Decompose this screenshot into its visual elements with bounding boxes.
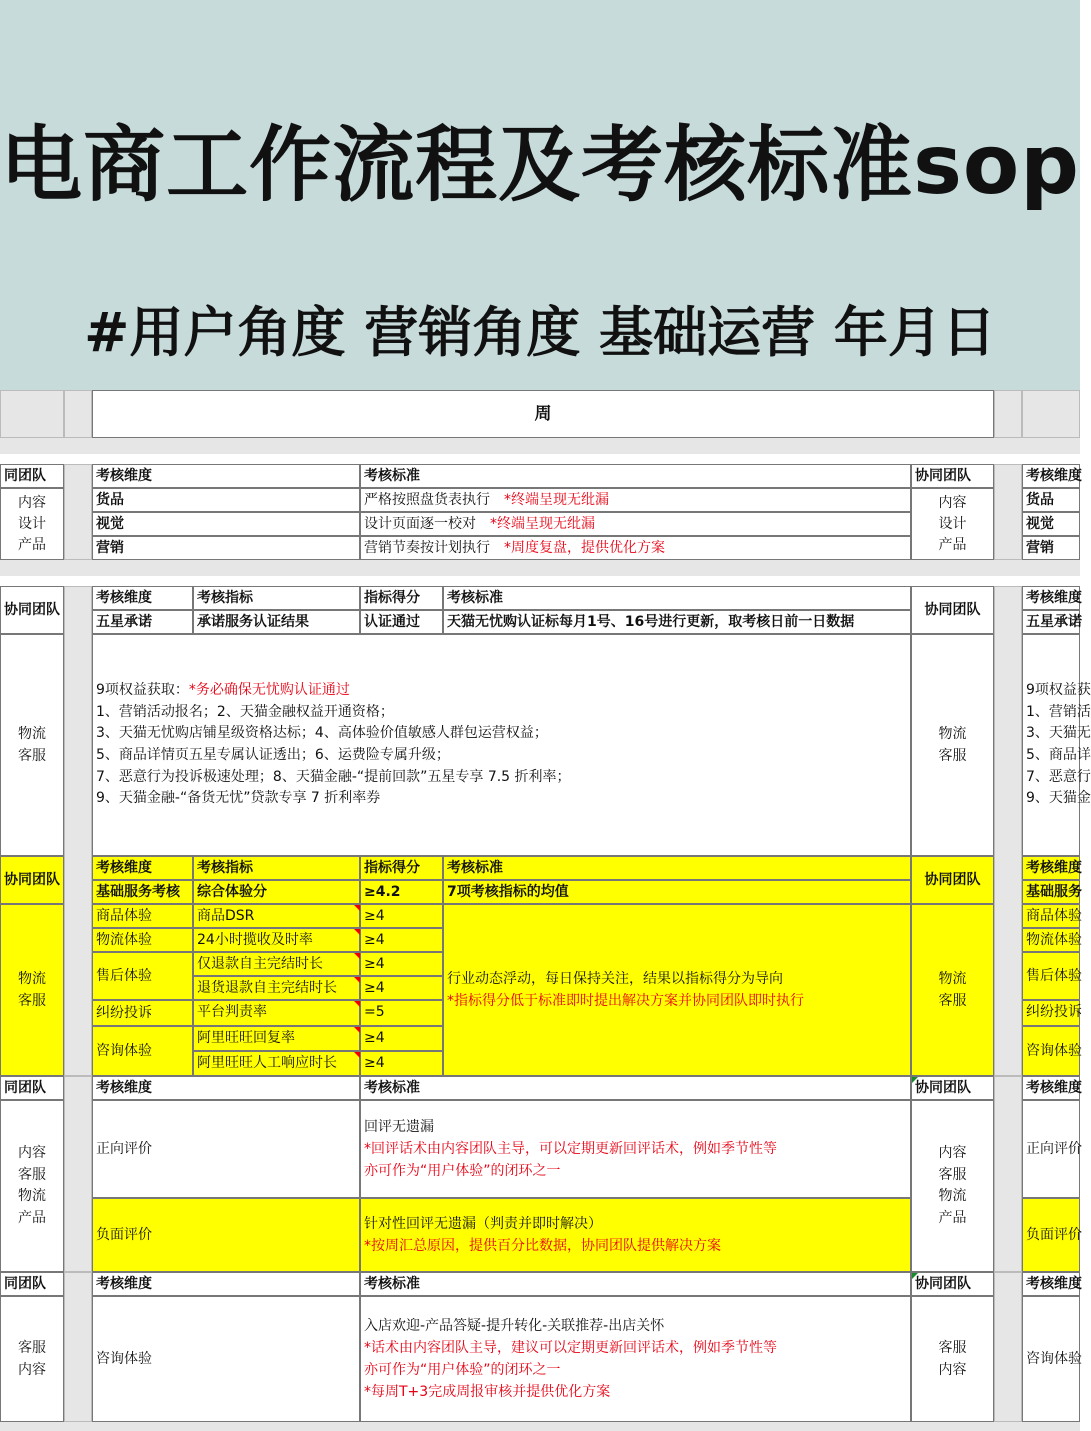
s4-right-clip: 负面评价 — [1022, 1198, 1080, 1272]
s3-dim-cell: 咨询体验 — [92, 1026, 193, 1076]
s3-score-cell: =5 — [360, 1000, 443, 1026]
rights-line: 5、商品详情页五星专属认证透出；6、运费险专属升级； — [96, 747, 450, 763]
rights-title: 9项权益获取： — [96, 681, 189, 698]
rights-note: *务必确保无忧购认证通过 — [188, 681, 350, 698]
s3-ind-cell: 商品DSR — [193, 904, 360, 928]
s2-dim-cell: 五星承诺 — [92, 610, 193, 634]
s2-ind-cell: 承诺服务认证结果 — [193, 610, 360, 634]
s2-team2-header: 协同团队 — [911, 586, 994, 634]
s2-std-cell: 天猫无忧购认证标每月1号、16号进行更新，取考核日前一日数据 — [443, 610, 911, 634]
s3-std-cell — [443, 904, 911, 1076]
s5-std-cell — [360, 1296, 911, 1422]
s1-right-dim-header: 考核维度 — [1022, 464, 1080, 488]
comment-indicator — [354, 1027, 360, 1033]
s4-right-clip: 正向评价 — [1022, 1100, 1080, 1198]
s1-right-dim-cell: 视觉 — [1022, 512, 1080, 536]
team-name: 客服 — [938, 748, 967, 764]
team-name: 物流 — [18, 971, 46, 987]
rights-title-line — [96, 680, 907, 702]
bottom-strip — [0, 1422, 1080, 1431]
s4-team2-header: 协同团队 — [911, 1076, 994, 1100]
team-name: 客服 — [938, 993, 967, 1009]
s2-ind-header: 考核指标 — [193, 586, 360, 610]
gutter-column — [64, 464, 92, 560]
s3-ind-cell: 平台判责率 — [193, 1000, 360, 1026]
s3-ind-cell: 24小时揽收及时率 — [193, 928, 360, 952]
s3-base-score: ≥4.2 — [360, 880, 443, 904]
s2-team-header: 协同团队 — [0, 586, 64, 634]
team-name: 物流 — [938, 726, 967, 742]
s1-std-cell — [360, 536, 911, 560]
std-note: 亦可作为“用户体验”的闭环之一 — [364, 1163, 561, 1179]
gutter-column — [64, 1272, 92, 1422]
s3-right-clip: 纠纷投诉 — [1022, 1000, 1080, 1026]
s3-ind-cell: 阿里旺旺人工响应时长 — [193, 1051, 360, 1076]
s3-ind-cell: 阿里旺旺回复率 — [193, 1026, 360, 1051]
s1-std-cell — [360, 512, 911, 536]
comment-indicator — [354, 929, 360, 935]
s2-right-first-cell: 五星承诺 — [1022, 610, 1080, 634]
std-note: *按周汇总原因，提供百分比数据，协同团队提供解决方案 — [364, 1238, 721, 1254]
s5-right-clip: 咨询体验 — [1022, 1296, 1080, 1422]
team-name: 物流 — [18, 726, 46, 742]
team-name: 设计 — [18, 515, 46, 532]
gutter-column — [994, 464, 1022, 560]
std-note: *终端呈现无纰漏 — [504, 492, 609, 508]
gutter-column — [64, 586, 92, 1076]
s2-std-header: 考核标准 — [443, 586, 911, 610]
std-note: *回评话术由内容团队主导，可以定期更新回评话术，例如季节性等 — [364, 1141, 777, 1157]
spreadsheet — [0, 390, 1091, 1431]
s3-right-clip: 物流体验 — [1022, 928, 1080, 952]
s1-team-header: 同团队 — [0, 464, 64, 488]
team-name: 产品 — [18, 536, 46, 553]
rights-line-clipped: 1、营销活 — [1026, 703, 1091, 720]
std-text: 营销节奏按计划执行 — [364, 540, 490, 556]
comment-indicator — [354, 905, 360, 911]
team-name: 客服 — [938, 1340, 967, 1356]
s3-ind-cell: 退货退款自主完结时长 — [193, 976, 360, 1000]
team-name: 产品 — [938, 1209, 967, 1226]
s5-dim-cell: 咨询体验 — [92, 1296, 360, 1422]
rights-line: 7、恶意行为投诉极速处理；8、天猫金融-“提前回款”五星专享 7.5 折利率； — [96, 768, 571, 785]
team-name: 产品 — [938, 536, 967, 553]
s3-score-cell: ≥4 — [360, 1051, 443, 1076]
rights-line-clipped: 9项权益获 — [1026, 681, 1091, 698]
team-name: 内容 — [938, 1145, 967, 1161]
s4-pos-dim: 正向评价 — [92, 1100, 360, 1198]
s4-dim-header: 考核维度 — [92, 1076, 360, 1100]
s5-dim-header: 考核维度 — [92, 1272, 360, 1296]
s2-team-cell — [0, 634, 64, 856]
s3-team2-header: 协同团队 — [911, 856, 994, 904]
std-note: *周度复盘，提供优化方案 — [504, 540, 665, 556]
page-title: 电商工作流程及考核标准sop — [0, 118, 1080, 213]
s5-team2-cell — [911, 1296, 994, 1422]
s5-team2-header: 协同团队 — [911, 1272, 994, 1296]
s3-score-cell: ≥4 — [360, 952, 443, 976]
std-text: 设计页面逐一校对 — [364, 516, 476, 532]
team-name: 客服 — [18, 1166, 46, 1183]
s1-right-dim-cell: 营销 — [1022, 536, 1080, 560]
week-header: 周 — [92, 390, 994, 438]
std-main: 回评无遗漏 — [364, 1119, 434, 1135]
team-name: 内容 — [18, 494, 46, 511]
rights-line-clipped: 5、商品详 — [1026, 747, 1091, 763]
comment-indicator — [354, 1001, 360, 1007]
comment-indicator — [354, 977, 360, 983]
std-note: 亦可作为“用户体验”的闭环之一 — [364, 1362, 561, 1378]
s1-right-dim-cell: 货品 — [1022, 488, 1080, 512]
std-main: 行业动态浮动，每日保持关注，结果以指标得分为导向 — [447, 971, 783, 987]
s3-right-clip: 基础服务 — [1022, 880, 1080, 904]
team-name: 内容 — [18, 1145, 46, 1161]
s3-std-header: 考核标准 — [443, 856, 911, 880]
rights-line: 3、天猫无忧购店铺星级资格达标；4、高体验价值敏感人群包运营权益； — [96, 725, 548, 742]
header-spacer-cell — [64, 390, 92, 438]
s4-team-header: 同团队 — [0, 1076, 64, 1100]
s3-team-cell — [0, 904, 64, 1076]
s3-score-header: 指标得分 — [360, 856, 443, 880]
s5-team-header: 同团队 — [0, 1272, 64, 1296]
s1-team2-cell — [911, 488, 994, 560]
s3-dim-header: 考核维度 — [92, 856, 193, 880]
team-name: 内容 — [938, 494, 967, 511]
team-name: 产品 — [18, 1209, 46, 1226]
std-main: 入店欢迎-产品答疑-提升转化-关联推荐-出店关怀 — [364, 1318, 665, 1334]
s1-team-cell — [0, 488, 64, 560]
team-name: 物流 — [938, 1188, 967, 1204]
s2-score-header: 指标得分 — [360, 586, 443, 610]
s3-score-cell: ≥4 — [360, 976, 443, 1000]
s3-team2-cell — [911, 904, 994, 1076]
std-note: *话术由内容团队主导，建议可以定期更新回评话术，例如季节性等 — [364, 1340, 777, 1356]
comment-indicator — [354, 1052, 360, 1058]
s3-right-clip: 售后体验 — [1022, 952, 1080, 1000]
s5-right-clip: 考核维度 — [1022, 1272, 1080, 1296]
title-banner — [0, 0, 1080, 390]
s3-score-cell: ≥4 — [360, 1026, 443, 1051]
s3-score-cell: ≥4 — [360, 904, 443, 928]
s3-base-dim: 基础服务考核 — [92, 880, 193, 904]
s4-right-clip: 考核维度 — [1022, 1076, 1080, 1100]
s1-dim-cell: 营销 — [92, 536, 360, 560]
gutter-column — [994, 586, 1022, 1076]
header-right-cell — [1022, 390, 1080, 438]
header-spacer-cell — [994, 390, 1022, 438]
s5-team-cell — [0, 1296, 64, 1422]
s3-ind-header: 考核指标 — [193, 856, 360, 880]
team-name: 内容 — [18, 1362, 46, 1378]
s2-right-rights-cell — [1022, 634, 1091, 856]
s3-team-header: 协同团队 — [0, 856, 64, 904]
team-name: 客服 — [18, 993, 46, 1009]
team-name: 物流 — [938, 971, 967, 987]
comment-indicator — [912, 1273, 918, 1279]
s3-base-std: 7项考核指标的均值 — [443, 880, 911, 904]
std-note: *终端呈现无纰漏 — [490, 516, 595, 532]
std-text: 严格按照盘货表执行 — [364, 492, 490, 508]
s3-right-clip: 咨询体验 — [1022, 1026, 1080, 1076]
gutter-column — [64, 1076, 92, 1272]
s1-dim-cell: 货品 — [92, 488, 360, 512]
gutter-column — [994, 1272, 1022, 1422]
s1-dim-header: 考核维度 — [92, 464, 360, 488]
rights-line-clipped: 7、恶意行 — [1026, 768, 1091, 785]
s5-std-header: 考核标准 — [360, 1272, 911, 1296]
gutter-column — [994, 1076, 1022, 1272]
s2-score-cell: 认证通过 — [360, 610, 443, 634]
comment-indicator — [912, 1077, 918, 1083]
s3-dim-cell: 售后体验 — [92, 952, 193, 1000]
s2-right-dim-header: 考核维度 — [1022, 586, 1080, 610]
s2-dim-header: 考核维度 — [92, 586, 193, 610]
rights-line: 1、营销活动报名；2、天猫金融权益开通资格； — [96, 703, 394, 720]
team-name: 物流 — [18, 1188, 46, 1204]
s2-team2-cell — [911, 634, 994, 856]
std-main: 针对性回评无遗漏（判责并即时解决） — [364, 1216, 602, 1232]
section-separator — [0, 438, 1080, 454]
std-note: *每周T+3完成周报审核并提供优化方案 — [364, 1384, 611, 1400]
header-left-cell — [0, 390, 64, 438]
s4-std-header: 考核标准 — [360, 1076, 911, 1100]
s3-dim-cell: 纠纷投诉 — [92, 1000, 193, 1026]
section-separator — [0, 560, 1080, 576]
s3-ind-cell: 仅退款自主完结时长 — [193, 952, 360, 976]
s3-dim-cell: 商品体验 — [92, 904, 193, 928]
rights-line: 9、天猫金融-“备货无忧”贷款专享 7 折利率券 — [96, 790, 381, 807]
team-name: 内容 — [938, 1362, 967, 1378]
team-name: 设计 — [938, 515, 967, 532]
s3-score-cell: ≥4 — [360, 928, 443, 952]
s1-std-header: 考核标准 — [360, 464, 911, 488]
s3-right-clip: 商品体验 — [1022, 904, 1080, 928]
s2-rights-cell — [92, 634, 911, 856]
s4-neg-std — [360, 1198, 911, 1272]
s3-base-ind: 综合体验分 — [193, 880, 360, 904]
s1-std-cell — [360, 488, 911, 512]
hashtag-line: #用户角度 营销角度 基础运营 年月日 — [84, 301, 996, 364]
comment-indicator — [354, 953, 360, 959]
team-name: 客服 — [18, 748, 46, 764]
team-name: 客服 — [938, 1166, 967, 1183]
rights-line-clipped: 3、天猫无 — [1026, 725, 1091, 742]
std-note: *指标得分低于标准即时提出解决方案并协同团队即时执行 — [447, 993, 804, 1009]
s1-team2-header: 协同团队 — [911, 464, 994, 488]
team-name: 客服 — [18, 1340, 46, 1356]
s4-pos-std — [360, 1100, 911, 1198]
s4-team-cell — [0, 1100, 64, 1272]
s3-dim-cell: 物流体验 — [92, 928, 193, 952]
s4-team2-cell — [911, 1100, 994, 1272]
s3-right-clip: 考核维度 — [1022, 856, 1080, 880]
s4-neg-dim: 负面评价 — [92, 1198, 360, 1272]
rights-line-clipped: 9、天猫金 — [1026, 790, 1091, 807]
s1-dim-cell: 视觉 — [92, 512, 360, 536]
